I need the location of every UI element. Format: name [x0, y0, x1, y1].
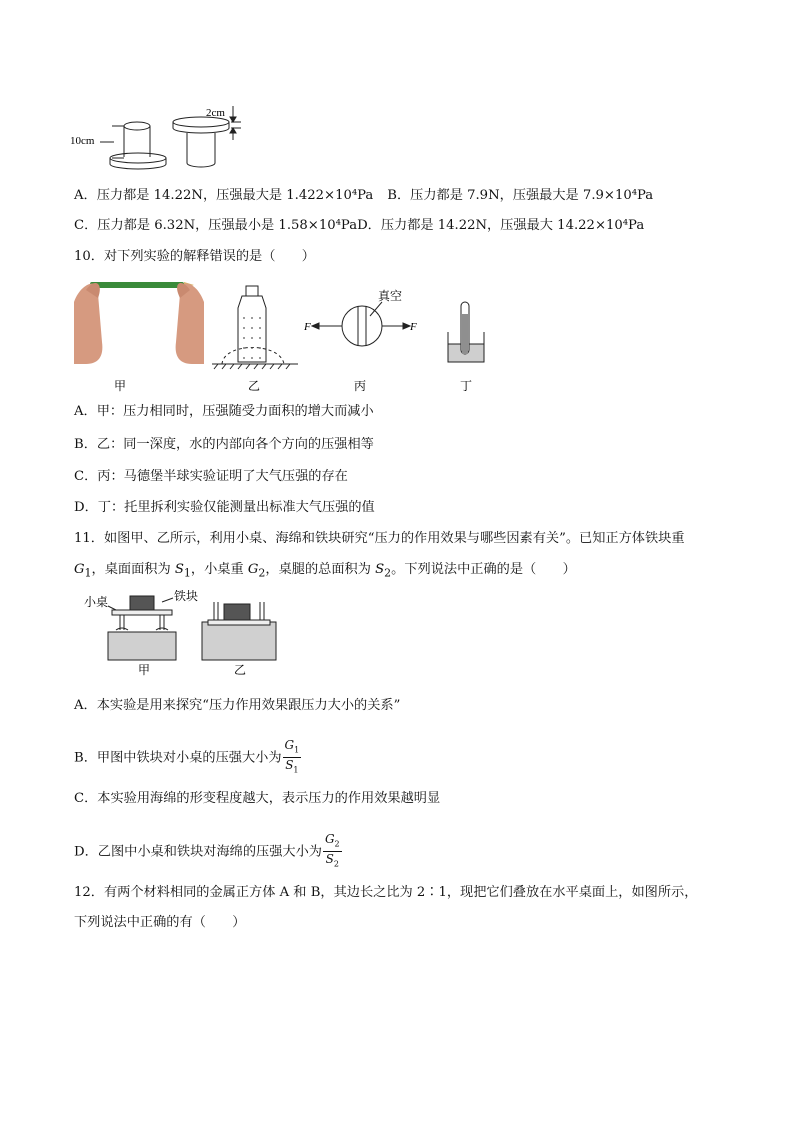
q9-option-b: B．压力都是 7.9N，压强最大是 7.9×10⁴Pa	[387, 188, 654, 203]
q11-stem-line2	[74, 560, 576, 584]
sub: 2	[258, 566, 266, 580]
q10-option-a: A．甲：压力相同时，压强随受力面积的增大而减小	[74, 404, 374, 419]
table-label: 小桌	[84, 595, 109, 609]
q11-option-d	[74, 832, 342, 872]
label-jia: 甲	[114, 379, 127, 393]
label-yi: 乙	[248, 379, 261, 393]
magdeburg-hemispheres-illustration	[312, 302, 410, 346]
gap-label: 2cm	[206, 107, 225, 119]
q9-option-d: D．压力都是 14.22N，压强最大 14.22×10⁴Pa	[357, 218, 645, 233]
sub: 2	[384, 566, 392, 580]
q10-stem: 10．对下列实验的解释错误的是（ ）	[74, 249, 315, 264]
label-jia: 甲	[138, 663, 151, 677]
question-9-figure	[70, 100, 270, 175]
var-g: G	[74, 562, 85, 577]
bottle-water-illustration	[212, 286, 298, 369]
var-s: S	[375, 562, 385, 577]
height-label: 10cm	[70, 135, 95, 147]
torricelli-illustration	[448, 302, 484, 362]
force-left-label: F	[304, 321, 311, 333]
force-right-label: F	[410, 321, 417, 333]
label-bing: 丙	[354, 379, 367, 393]
q11-option-d-text: D．乙图中小桌和铁块对海绵的压强大小为	[74, 844, 322, 860]
vacuum-label: 真空	[378, 289, 403, 303]
setup-jia	[108, 596, 176, 660]
iron-label: 铁块	[174, 590, 199, 603]
q9-option-a: A．压力都是 14.22N，压强最大是 1.422×10⁴Pa	[74, 188, 374, 203]
var-s: S	[174, 562, 184, 577]
q11-option-b	[74, 738, 301, 778]
cylinder-upright	[100, 122, 166, 169]
q11-option-c: C．本实验用海绵的形变程度越大，表示压力的作用效果越明显	[74, 791, 441, 806]
question-11-figure	[82, 590, 292, 678]
fraction-g2-s2: $\frac{G_2}{S_2}$	[324, 832, 340, 869]
q11-option-b-text: B．甲图中铁块对小桌的压强大小为	[74, 750, 282, 766]
sub: 1	[84, 566, 92, 580]
q12-stem-line2: 下列说法中正确的有（ ）	[74, 915, 246, 930]
text: ，桌腿的总面积为	[265, 562, 376, 577]
q12-stem-line1: 12．有两个材料相同的金属正方体 A 和 B，其边长之比为 2∶1，现把它们叠放在水平桌面上，如图所示，	[74, 885, 698, 900]
q10-option-c: C．丙：马德堡半球实验证明了大气压强的存在	[74, 469, 348, 484]
q11-option-a: A．本实验是用来探究“压力作用效果跟压力大小的关系”	[74, 698, 401, 713]
sub: 1	[183, 566, 191, 580]
label-ding: 丁	[460, 379, 473, 393]
label-yi: 乙	[234, 663, 247, 677]
q10-option-d: D．丁：托里拆利实验仅能测量出标准大气压强的值	[74, 500, 375, 515]
text: 。下列说法中正确的是（ ）	[391, 562, 576, 577]
hands-pencil-illustration	[74, 282, 204, 364]
q9-option-cd	[74, 216, 644, 236]
var-g: G	[247, 562, 259, 577]
q10-option-b: B．乙：同一深度，水的内部向各个方向的压强相等	[74, 437, 374, 452]
text: ，小桌重	[190, 562, 248, 577]
q9-option-c: C．压力都是 6.32N，压强最小是 1.58×10⁴Pa	[74, 218, 358, 233]
fraction-g1-s1: $\frac{G_1}{S_1}$	[284, 738, 300, 775]
question-10-figures	[72, 272, 502, 397]
setup-yi	[202, 602, 276, 660]
q11-stem-line1: 11．如图甲、乙所示，利用小桌、海绵和铁块研究“压力的作用效果与哪些因素有关”。已知正方体铁块重	[74, 531, 685, 546]
text: ，桌面面积为	[91, 562, 175, 577]
q9-option-ab	[74, 186, 653, 206]
